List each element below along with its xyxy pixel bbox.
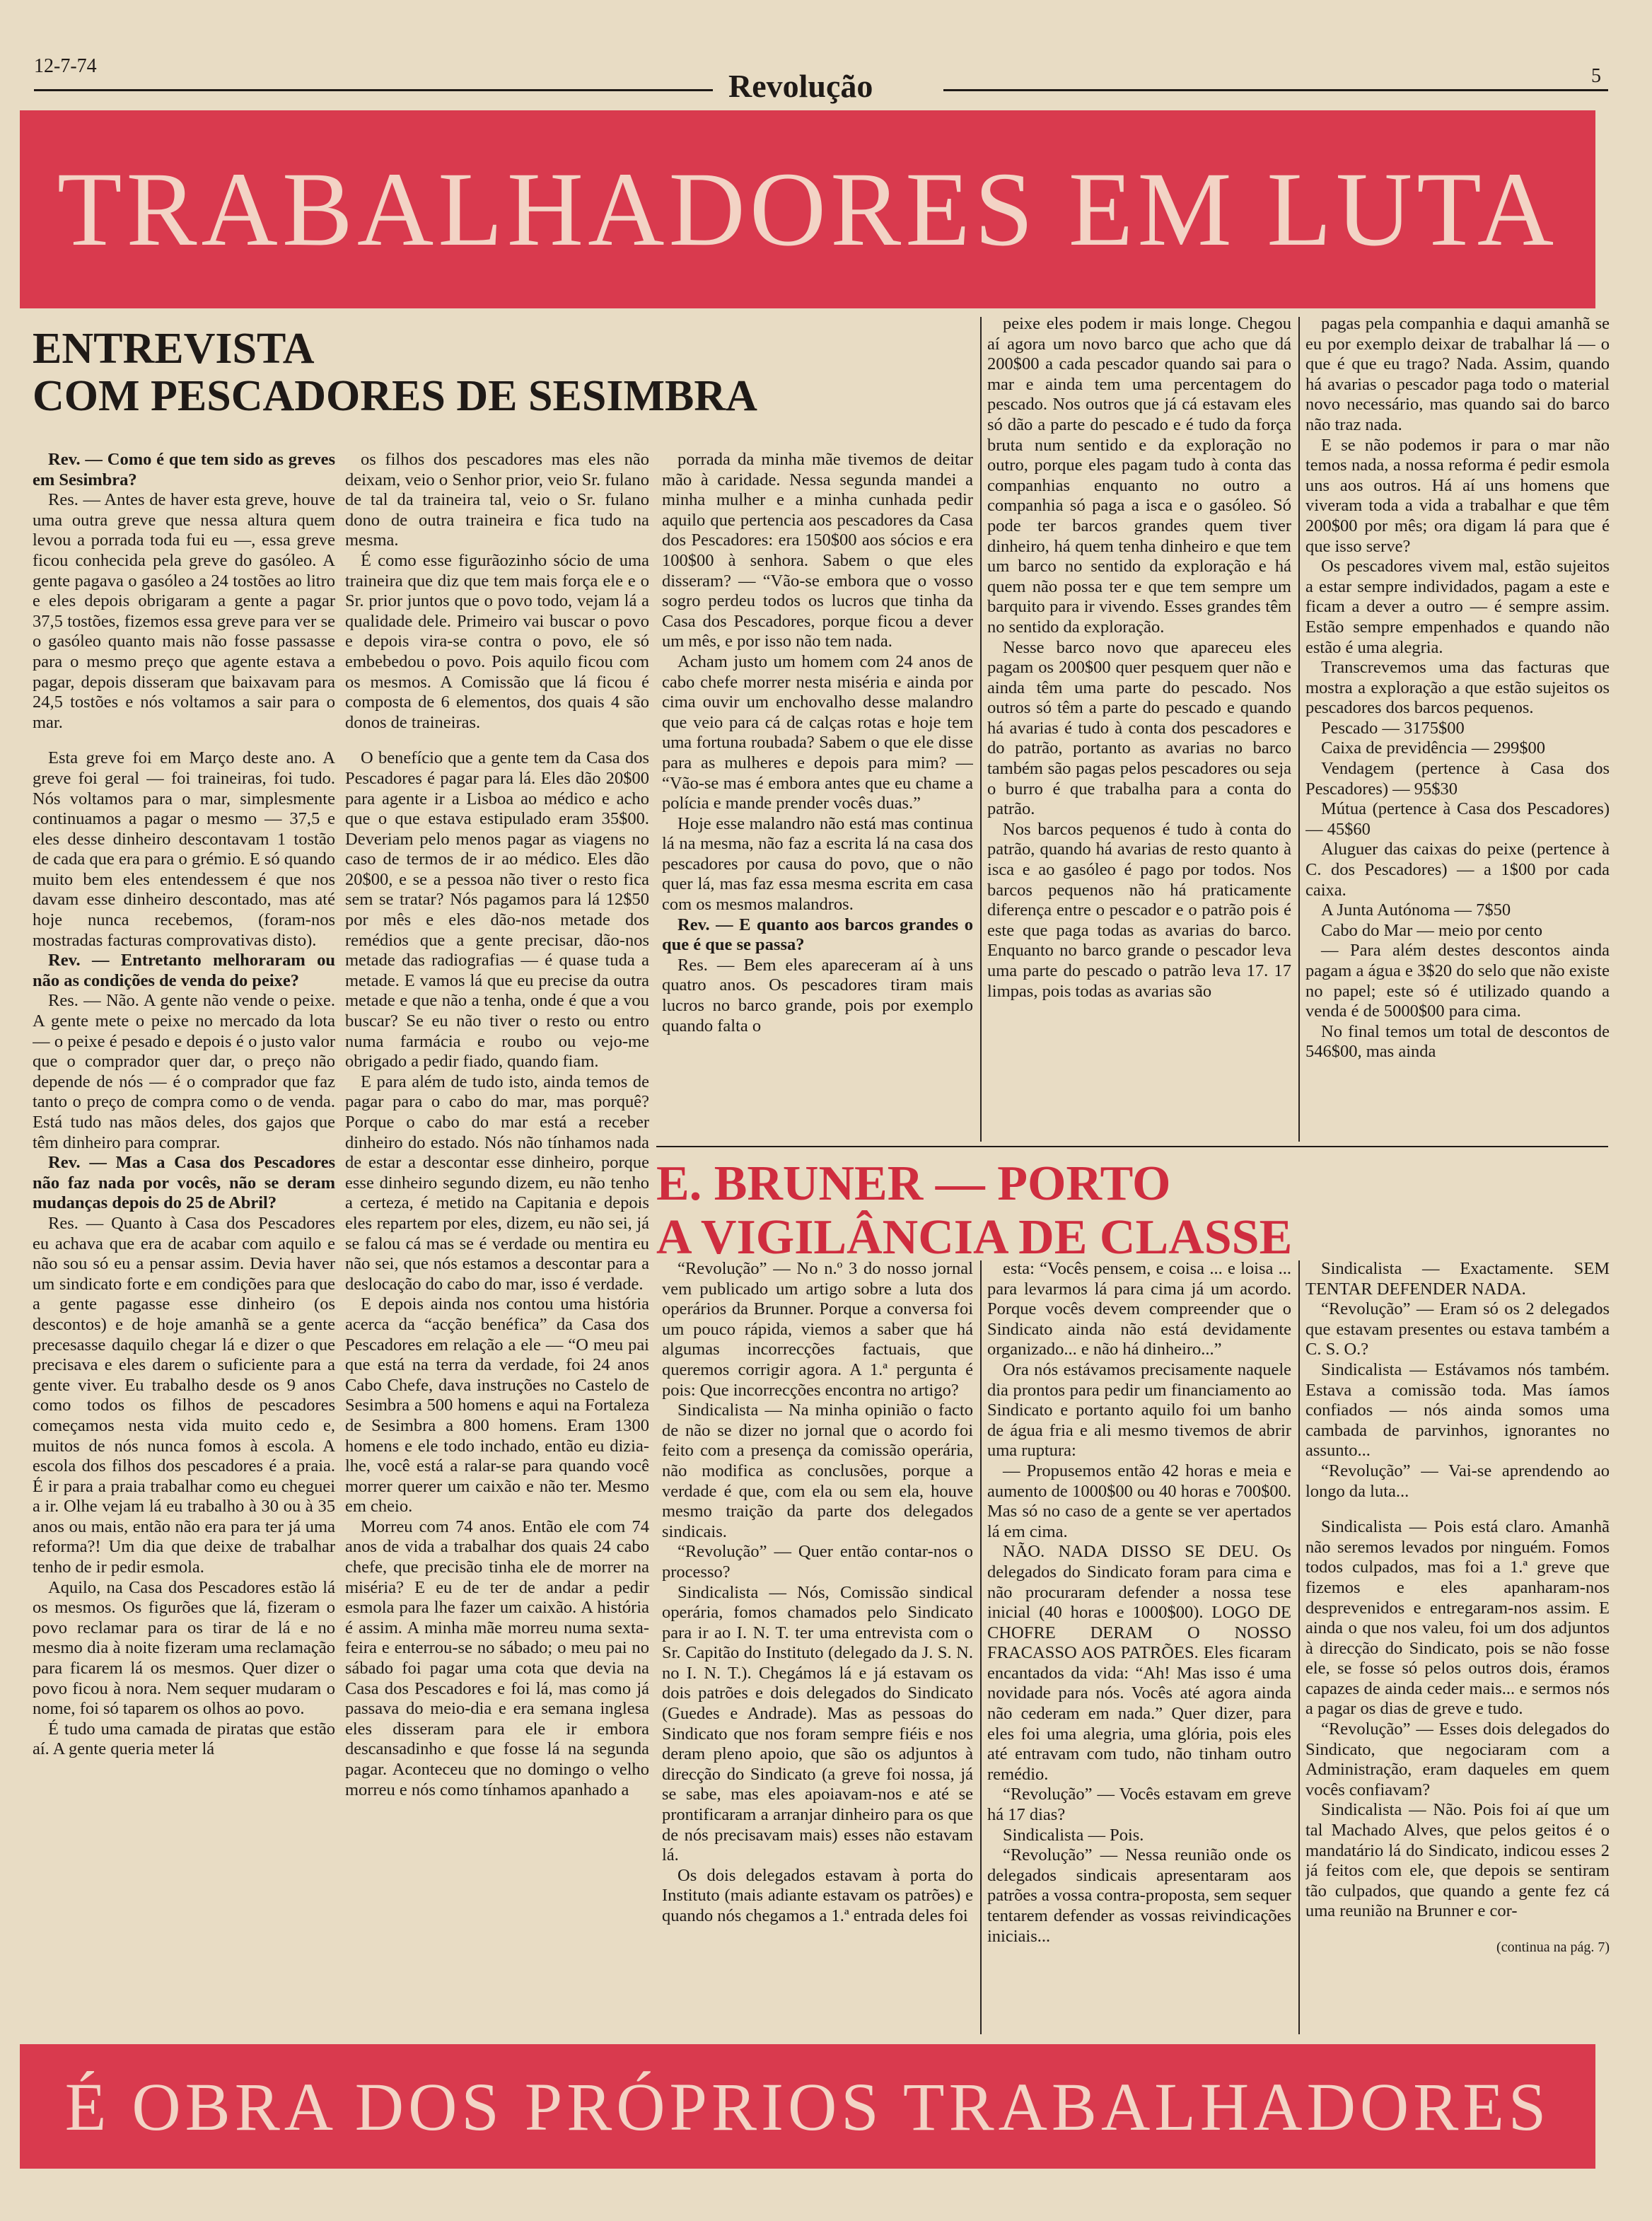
bruner-headline-line2: A VIGILÂNCIA DE CLASSE — [656, 1210, 1293, 1265]
bruner-column-1 — [662, 1259, 973, 2034]
paragraph: Res. — Não. A gente não vende o peixe. A gente mete o peixe no mercado da lota — o peixe é pesado e depois é o justo valor que o comprador quer dar, o preço não depende de nós — é o comprador que faz tanto o preço de compra como o de venda. Está tudo nas mãos deles, dos gajos que têm dinheiro para comprar. — [33, 991, 335, 1152]
interview-question: Rev. — Como é que tem sido as greves em Sesimbra? — [33, 450, 335, 489]
paragraph: Acham justo um homem com 24 anos de cabo chefe morrer nesta miséria e ainda por cima ouvir um enchovalho desse malandro que veio para cá de calças rotas e hoje tem uma fortuna roubada? Sabem o que ele disse para as mulheres e depois para mim? — “Vão-se mas é embora antes que eu chame a polícia e mande prender vocês duas.” — [662, 651, 973, 813]
column-separator — [980, 317, 982, 1142]
section-rule — [656, 1146, 1608, 1147]
paragraph: Morreu com 74 anos. Então ele com 74 anos de vida a trabalhar dos quais 24 cabo chefe, que precisão tinha ele de morrer na miséria? E eu de ter de andar a pedir esmola para lhe fazer um caixão. A história é assim. A minha mãe morreu numa sexta-feira e enterrou-se no sábado; o meu pai no sábado foi pagar uma cota que devia na Casa dos Pescadores e foi lá, mas como já passava do meio-dia e era semana inglesa eles disseram para ele ir embora descansadinho e que fosse lá na segunda pagar. Aconteceu que no domingo o velho morreu e nós como tínhamos apanhado a — [345, 1517, 649, 1799]
paragraph: “Revolução” — Vocês estavam em greve há 17 dias? — [987, 1785, 1291, 1825]
paragraph: A Junta Autónoma — 7$50 — [1321, 900, 1511, 920]
bottom-banner — [20, 2044, 1595, 2169]
paragraph: “Revolução” — Eram só os 2 delegados que estavam presentes ou estava também a C. S. O.? — [1305, 1299, 1610, 1359]
masthead-rule-left — [34, 89, 713, 91]
paragraph: Aluguer das caixas do peixe (pertence à C. dos Pescadores) — a 1$00 por cada caixa. — [1305, 840, 1610, 900]
interview-question: Rev. — E quanto aos barcos grandes o que é que se passa? — [662, 915, 973, 955]
top-banner — [20, 110, 1595, 308]
paragraph: Sindicalista — Estávamos nós também. Estava a comissão toda. Mas íamos confiados — nós ainda somos uma cambada de parvinhos, ignorantes no assunto... — [1305, 1359, 1610, 1461]
paragraph: Mútua (pertence à Casa dos Pescadores) — 45$60 — [1305, 799, 1610, 839]
bottom-banner-text: É OBRA DOS PRÓPRIOS TRABALHADORES — [64, 2068, 1551, 2145]
paragraph: E para além de tudo isto, ainda temos de pagar para o cabo do mar, mas porquê? Porque o cabo do mar está a receber dinheiro do estado. Nós não tínhamos nada de estar a descontar esse dinheiro, porque esse dinheiro segundo dizem, eu não tenho a certeza, é metido na Capitania e depois eles repartem por eles, dizem, eu não sei, já se falou cá mas se é verdade ou mentira eu não sei, que nós estamos a descontar para a deslocação do cabo do mar, isso é verdade. — [345, 1072, 649, 1294]
entrevista-column-1 — [33, 450, 335, 2034]
paragraph: “Revolução” — Quer então contar-nos o processo? — [662, 1542, 973, 1582]
paragraph: “Revolução” — Nessa reunião onde os delegados sindicais apresentaram aos patrões a vossa contra-proposta, sem sequer tentarem defender as vossas reivindicações iniciais... — [987, 1845, 1291, 1946]
page-number: 5 — [1591, 65, 1601, 87]
paragraph: Sindicalista — Exactamente. SEM TENTAR DEFENDER NADA. — [1305, 1259, 1610, 1299]
paragraph: Res. — Antes de haver esta greve, houve uma outra greve que nessa altura quem levou a porrada toda fui eu —, essa greve ficou conhecida pela greve do gasóleo. A gente pagava o gasóleo a 24 tostões ao litro e eles depois obrigaram a gente a pagar 37,5 tostões, fizemos essa greve para ver se o gasóleo quanto mais não fosse passasse para o mesmo preço que agente estava a pagar, depois disseram que baixavam para 24,5 tostões e nós voltamos a sair para o mar. — [33, 490, 335, 732]
paragraph: Sindicalista — Pois está claro. Amanhã não seremos levados por ninguém. Fomos todos culpados, mas foi a 1.ª greve que fizemos e eles apanharam-nos desprevenidos e entregaram-nos assim. E ainda o que nos valeu, foi um dos adjuntos à direcção do Sindicato, pois se não fosse ele, se fosse só pelos outros dois, éramos capazes de ainda ceder mais... e sermos nós a pagar os dias de greve e tudo. — [1305, 1517, 1610, 1719]
bruner-headline — [656, 1157, 1292, 1264]
masthead-date: 12-7-74 — [34, 55, 97, 77]
paragraph: (continua na pág. 7) — [1496, 1939, 1610, 1955]
paragraph: Sindicalista — Pois. — [1003, 1825, 1144, 1845]
entrevista-column-5 — [1305, 314, 1610, 1140]
paragraph: Caixa de previdência — 299$00 — [1321, 738, 1546, 758]
paragraph: Pescado — 3175$00 — [1321, 718, 1465, 738]
entrevista-column-2 — [345, 450, 649, 2034]
paragraph: peixe eles podem ir mais longe. Chegou aí agora um novo barco que acho que dá 200$00 a cada pescador quando sai para o mar e ainda tem uma percentagem do pescado. Nos outros que já cá estavam eles só dão a parte do pescado e é tudo da força bruta num sentido e da exploração no outro, porque eles pagam tudo à conta das companhias enquanto no outro a companhia só paga a isca e o gasóleo. Só pode ter barcos grandes quem tiver dinheiro, há quem tenha dinheiro e que tem um barco no sentido da exploração e há quem não possa ter e que tem sempre um barquito para ir vivendo. Esses grandes têm no sentido da exploração. — [987, 314, 1291, 637]
paragraph: É tudo uma camada de piratas que estão aí. A gente queria meter lá — [33, 1719, 335, 1759]
paragraph: — Para além destes descontos ainda pagam a água e 3$20 do selo que não existe no papel; este só é utilizado quando a venda é de 5000$00 para cima. — [1305, 941, 1610, 1021]
paragraph: Os pescadores vivem mal, estão sujeitos a estar sempre individados, pagam a este e ficam a dever a outro — é sempre assim. Estão sempre empenhados e quando não estão é uma alegria. — [1305, 557, 1610, 657]
paragraph: pagas pela companhia e daqui amanhã se eu por exemplo deixar de trabalhar lá — o que é que eu trago? Nada. Assim, quando há avarias o pescador paga todo o material novo necessário, mas quando sai do barco não traz nada. — [1305, 314, 1610, 434]
paragraph: Sindicalista — Não. Pois foi aí que um tal Machado Alves, que pelos geitos é o mandatário lá do Sindicato, indicou esses 2 já feitos com ele, que depois se sentiram tão culpados, que quando a gente fez cá uma reunião na Brunner e cor- — [1305, 1800, 1610, 1921]
paragraph: E depois ainda nos contou uma história acerca da “acção benéfica” da Casa dos Pescadores em relação a ele — “O meu pai que está na terra da verdade, foi 24 anos Cabo Chefe, dava instruções no Castelo de Sesimbra a 500 homens e aqui na Fortaleza de Sesimbra a 800 homens. Eram 1300 homens e ele todo inchado, então eu dizia-lhe, você está a ralar-se para quando você morrer querer um caixão e não ter. Mesmo em cheio. — [345, 1294, 649, 1517]
column-separator — [1298, 317, 1300, 1142]
paragraph: E se não podemos ir para o mar não temos nada, a nossa reforma é pedir esmola uns aos outros. Há aí uns homens que viveram toda a vida a trabalhar e que têm 200$00 por mês; ora digam lá para que é que isso serve? — [1305, 435, 1610, 556]
paragraph: “Revolução” — No n.º 3 do nosso jornal vem publicado um artigo sobre a luta dos operários da Brunner. Porque a conversa foi um pouco rápida, viemos a saber que há algumas incorrecções factuais, que queremos corrigir agora. A 1.ª pergunta é pois: Que incorrecções encontra no artigo? — [662, 1259, 973, 1400]
paragraph: Transcrevemos uma das facturas que mostra a exploração a que estão sujeitos os pescadores dos barcos pequenos. — [1305, 658, 1610, 718]
bruner-column-2 — [987, 1259, 1291, 2034]
paragraph-gap — [33, 733, 335, 748]
interview-question: Rev. — Entretanto melhoraram ou não as condições de venda do peixe? — [33, 951, 335, 990]
paragraph: Nesse barco novo que apareceu eles pagam os 200$00 quer pesquem quer não e ainda têm uma parte do pescado. Nos outros só têm a parte do pescado e quando há avarias é tudo à conta dos pescadores e do patrão, portanto as avarias no barco também são pagas pelos pescadores ou seja o burro é que trabalha para a conta do patrão. — [987, 637, 1291, 819]
paragraph: Cabo do Mar — meio por cento — [1321, 920, 1542, 940]
paragraph: Ora nós estávamos precisamente naquele dia prontos para pedir um financiamento ao Sindicato e portanto aquilo foi um banho de água fria e ali mesmo tivemos de abrir uma ruptura: — [987, 1359, 1291, 1461]
paragraph: — Propusemos então 42 horas e meia e aumento de 1000$00 ou 40 horas e 700$00. Mas só no caso de a gente se ver apertados lá em cima. — [987, 1461, 1291, 1541]
top-banner-text: TRABALHADORES EM LUTA — [57, 151, 1559, 268]
paragraph: É como esse figurãozinho sócio de uma traineira que diz que tem mais força ele e o Sr. prior juntos que o povo todo, vejam lá a qualidade dele. Primeiro vai buscar o povo e depois vira-se contra o povo, ele só embebedou o povo. Pois aquilo ficou com os mesmos. A Comissão que lá ficou é composta de 6 elementos, dos quais 4 são donos de traineiras. — [345, 550, 649, 732]
masthead-rule-right — [943, 89, 1608, 91]
paragraph: Esta greve foi em Março deste ano. A greve foi geral — foi traineiras, foi tudo. Nós voltamos para o mar, simplesmente continuamos a pagar o mesmo — 37,5 e eles desse dinheiro descontavam 1 tostão de cada que era para o grémio. E só quando muito bem eles entendessem é que nos davam esse dinheiro descontado, mas até hoje nunca recebemos, (foram-nos mostradas facturas comprovativas disto). — [33, 748, 335, 950]
entrevista-column-4 — [987, 314, 1291, 1140]
interview-question: Rev. — Mas a Casa dos Pescadores não faz nada por vocês, não se deram mudanças depois do 25 de Abril? — [33, 1153, 335, 1213]
column-separator — [980, 1260, 982, 2034]
masthead-title: Revolução — [728, 68, 873, 104]
paragraph: Res. — Bem eles apareceram aí à uns quatro anos. Os pescadores tiram mais lucros no barco grande, pois por exemplo quando falta o — [662, 955, 973, 1036]
paragraph: os filhos dos pescadores mas eles não deixam, veio o Senhor prior, veio Sr. fulano de tal da traineira tal, veio o Sr. fulano dono de outra traineira e fica tudo na mesma. — [345, 450, 649, 550]
entrevista-headline-line1: ENTREVISTA — [33, 325, 315, 373]
paragraph: Sindicalista — Nós, Comissão sindical operária, fomos chamados pelo Sindicato para ir ao I. N. T. ter uma entrevista com o Sr. Capitão do Instituto (delegado da J. S. N. no I. N. T.). Chegámos lá e já estavam os dois patrões e dois delegados do Sindicato (Guedes e Andrade). Mas as pessoas do Sindicato que nos foram sempre fiéis e nos deram pleno apoio, que são os adjuntos à direcção do Sindicato (a greve foi nossa, já se sabe, mas eles apoiavam-nos e até se prontificaram a arranjar dinheiro para os que de nós precisavam mais) esses não estavam lá. — [662, 1582, 973, 1865]
paragraph: Nos barcos pequenos é tudo à conta do patrão, quando há avarias de resto quanto à isca e ao gasóleo é pago por todos. Nos barcos pequenos não há praticamente diferença entre o pescador e o patrão pois é este que paga todas as avarias do barco. Enquanto no barco grande o pescador leva uma parte do pescado o patrão leva 17. 17 limpas, pois todas as avarias são — [987, 819, 1291, 1001]
paragraph: porrada da minha mãe tivemos de deitar mão à caridade. Nessa segunda mandei a minha mulher e a minha cunhada pedir aquilo que pertencia aos pescadores da Casa dos Pescadores: era 150$00 aos sócios e era 100$00 à senhora. Sabem o que eles disseram? — “Vão-se embora que o vosso sogro perdeu todos os lucros que tinha da Casa dos Pescadores, porque ficou a dever um mês, e por isso não tem nada. — [662, 450, 973, 651]
paragraph: Hoje esse malandro não está mas continua lá na mesma, não faz a escrita lá na casa dos pescadores por causa do povo, que o não quer lá, mas faz essa mesma escrita em casa com os mesmos malandros. — [662, 813, 973, 915]
bruner-headline-line1: E. BRUNER — PORTO — [656, 1156, 1171, 1211]
paragraph: Res. — Quanto à Casa dos Pescadores eu achava que era de acabar com aquilo e não sou só eu a pensar assim. Devia haver um sindicato forte e em condições para que a gente pagasse esse dinheiro (os descontos) e de hoje amanhã se a gente precesasse daquilo chegar lá e dizer o que precisava e eles darem o suficiente para a gente viver. Eu trabalho desde os 9 anos como todos os filhos de pescadores começamos nesta vida muito cedo e, muitos de nós nunca fomos à escola. A escola dos filhos dos pescadores é a praia. É ir para a praia trabalhar como eu cheguei a ir. Olhe vejam lá eu trabalho à 30 ou à 35 anos ou mais, então não era para ter já uma reforma?! Um dia que deixe de trabalhar tenho de ir pedir esmola. — [33, 1213, 335, 1577]
bruner-column-3 — [1305, 1259, 1610, 2034]
paragraph-gap — [345, 733, 649, 748]
paragraph: Sindicalista — Na minha opinião o facto de não se dizer no jornal que o acordo foi feito com a presença da comissão operária, não modifica as conclusões, porque a verdade é que, com ela ou sem ela, houve mesmo traição da parte dos delegados sindicais. — [662, 1401, 973, 1541]
paragraph-gap — [1305, 1922, 1610, 1937]
paragraph: “Revolução” — Esses dois delegados do Sindicato, que negociaram com a Administração, eram daqueles em quem vocês confiavam? — [1305, 1720, 1610, 1799]
paragraph: esta: “Vocês pensem, e coisa ... e loisa ... para levarmos lá para cima já um acordo. Porque vocês devem compreender que o Sindicato ainda não está devidamente organizado... e não há dinheiro...” — [987, 1259, 1291, 1359]
paragraph: NÃO. NADA DISSO SE DEU. Os delegados do Sindicato foram para cima e não procuraram defender a nossa tese inicial (40 horas e 1000$00). LOGO DE CHOFRE DERAM O NOSSO FRACASSO AOS PATRÕES. Eles ficaram encantados da vida: “Ah! Mas isso é uma novidade para nós. Vocês até agora ainda não cederam em nada.” Quer dizer, para eles foi uma alegria, uma glória, pois eles até entravam com tudo, não tinham outro remédio. — [987, 1542, 1291, 1784]
entrevista-headline — [33, 325, 757, 420]
paragraph: Aquilo, na Casa dos Pescadores estão lá os mesmos. Os figurões que lá, fizeram o povo reclamar para os tirar de lá e no mesmo dia à noite fizeram uma reclamação para ficarem lá os mesmos. Quer dizer o povo ficou à nora. Nem sequer mudaram o nome, foi só taparem os olhos ao povo. — [33, 1577, 335, 1719]
paragraph: “Revolução” — Vai-se aprendendo ao longo da luta... — [1305, 1461, 1610, 1501]
entrevista-column-3 — [662, 450, 973, 1140]
paragraph: No final temos um total de descontos de 546$00, mas ainda — [1305, 1021, 1610, 1062]
paragraph-gap — [1305, 1502, 1610, 1517]
column-separator — [1298, 1260, 1300, 2034]
paragraph: Os dois delegados estavam à porta do Instituto (mais adiante estavam os patrões) e quando nós chegamos a 1.ª entrada deles foi — [662, 1865, 973, 1925]
entrevista-headline-line2: COM PESCADORES DE SESIMBRA — [33, 371, 757, 420]
paragraph: O benefício que a gente tem da Casa dos Pescadores é pagar para lá. Eles dão 20$00 para agente ir a Lisboa ao médico e acho que o que estava estipulado eram 35$00. Deveriam pelo menos pagar as viagens no caso de termos de ir ao médico. Eles dão 20$00, e se a pessoa não tiver o resto fica sem se tratar? Nós pagamos para lá 12$50 por mês e eles dão-nos metade dos remédios que a gente precisar, dão-nos metade das radiografias — é quase tuda a metade. E vamos lá que eu precise da outra metade e que não a tenha, onde é que a vou buscar? Se eu não tiver o resto ou entro numa farmácia e roubo ou vejo-me obrigado a pedir fiado, quando fiam. — [345, 748, 649, 1072]
paragraph: Vendagem (pertence à Casa dos Pescadores) — 95$30 — [1305, 759, 1610, 799]
